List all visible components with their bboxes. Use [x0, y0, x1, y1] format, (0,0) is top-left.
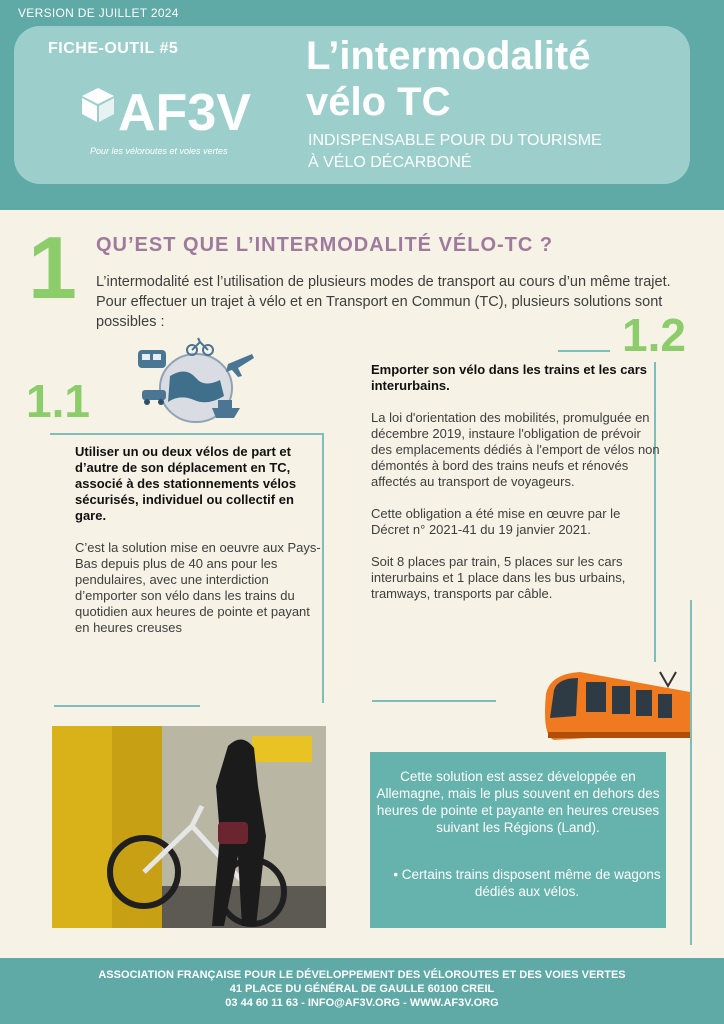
section-1-1	[75, 444, 325, 636]
section-1-2-paragraph: La loi d'orientation des mobilités, promulguée en décembre 2019, instaure l'obligation de prévoir des emplacements dédiés à l'emport de vélos non démontés à bord des trains neufs et rénovés affectés au transport de voyageurs.	[371, 410, 660, 489]
footer-association: ASSOCIATION FRANÇAISE POUR LE DÉVELOPPEMENT DES VÉLOROUTES ET DES VOIES VERTES	[98, 969, 626, 981]
logo-tagline: Pour les véloroutes et voies vertes	[90, 146, 228, 156]
subtitle-line1: INDISPENSABLE POUR DU TOURISME	[308, 132, 602, 149]
cube-icon	[82, 88, 114, 122]
divider-line	[50, 433, 322, 435]
section-1-2-paragraph: Soit 8 places par train, 5 places sur les cars interurbains et 1 place dans les bus urbains, tramways, transports par câble.	[371, 554, 626, 601]
footer-contact: 03 44 60 11 63 - INFO@AF3V.ORG - WWW.AF3V.ORG	[225, 997, 499, 1009]
section-number-1-1: 1.1	[26, 375, 90, 427]
section-number-1: 1	[28, 218, 77, 317]
divider-line	[54, 705, 200, 707]
version-label: VERSION DE JUILLET 2024	[18, 6, 179, 20]
footer-address: 41 PLACE DU GÉNÉRAL DE GAULLE 60100 CREIL	[229, 983, 495, 995]
page-title-line2: vélo TC	[306, 80, 451, 124]
page-title-line1: L’intermodalité	[306, 34, 591, 78]
section-number-1-2: 1.2	[622, 309, 686, 361]
logo-text: AF3V	[118, 84, 251, 142]
cyclist-train-photo	[52, 726, 326, 928]
germany-info-bullet: • Certains trains disposent même de wagons dédiés aux vélos.	[393, 867, 661, 899]
section-1-1-lead: Utiliser un ou deux vélos de part et d’autre de son déplacement en TC, associé à des stationnements vélos sécurisés, individuel ou collectif en gare.	[75, 444, 297, 523]
af3v-logo	[80, 82, 280, 152]
bicycle-icon	[187, 338, 213, 355]
section-1-1-body: C’est la solution mise en oeuvre aux Pays-Bas depuis plus de 40 ans pour les pendulaires, avec une interdiction d’emporter son vélo dans les trains du quotidien aux heures de pointe et payant en heures creuses	[75, 540, 321, 635]
divider-line	[372, 700, 496, 702]
section-1-2	[371, 362, 661, 618]
section-1-2-lead: Emporter son vélo dans les trains et les cars interurbains.	[371, 362, 648, 393]
transport-globe-illustration	[134, 336, 256, 426]
fiche-label: FICHE-OUTIL #5	[48, 40, 179, 57]
divider-line	[690, 600, 692, 945]
car-icon	[142, 390, 166, 405]
handbag	[218, 822, 248, 844]
subtitle-line2: À VÉLO DÉCARBONÉ	[308, 154, 472, 171]
tram-illustration	[540, 666, 694, 750]
divider-line	[558, 350, 610, 352]
germany-info-box	[370, 752, 666, 928]
intro-text: L’intermodalité est l’utilisation de plusieurs modes de transport au cours d’un même trajet. Pour effectuer un trajet à vélo et en Transport en Commun (TC), plusieurs solutions sont possibles :	[96, 274, 671, 330]
airplane-icon	[226, 354, 254, 377]
footer	[0, 958, 724, 1024]
section-title: QU’EST QUE L’INTERMODALITÉ VÉLO-TC ?	[96, 234, 554, 256]
section-1-2-paragraph: Cette obligation a été mise en œuvre par le Décret n° 2021-41 du 19 janvier 2021.	[371, 506, 621, 537]
train-icon	[138, 350, 166, 368]
germany-info-text: Cette solution est assez développée en Allemagne, mais le plus souvent en dehors des heures de pointe et payante en heures creuses suivant les Régions (Land).	[376, 769, 660, 835]
